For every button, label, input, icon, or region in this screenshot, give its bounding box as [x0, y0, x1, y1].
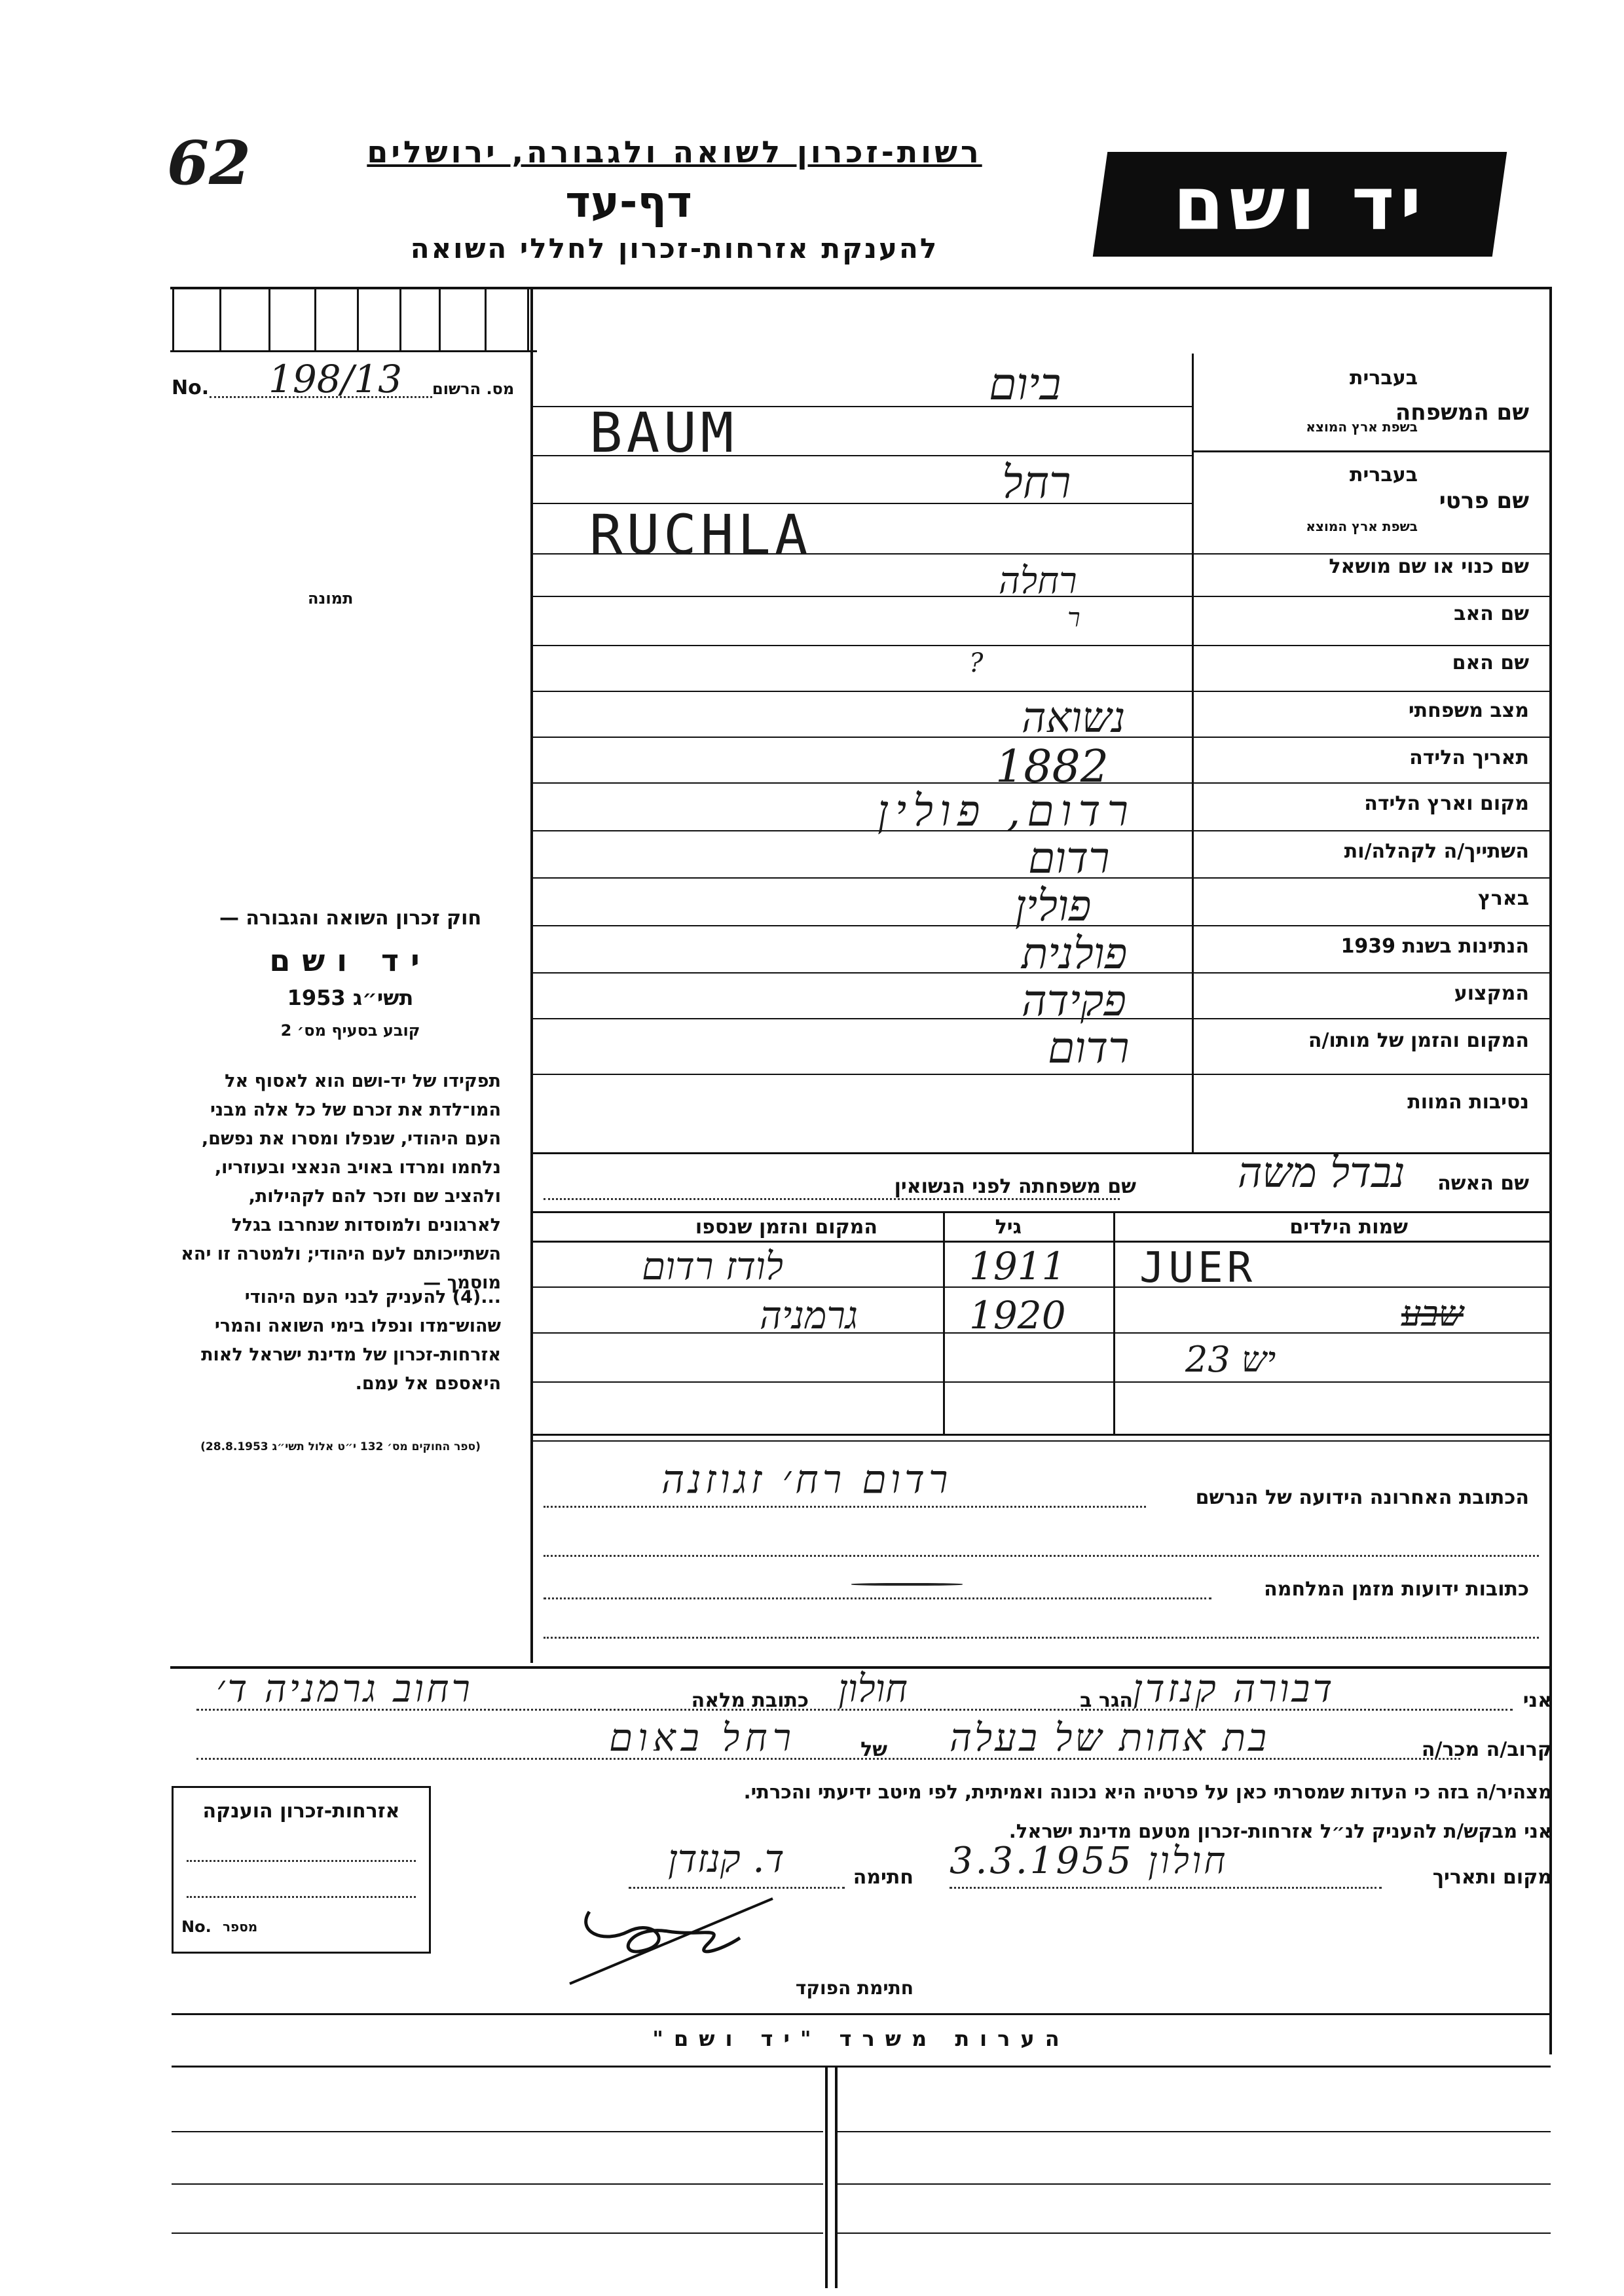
label-mother: שם האם — [1452, 651, 1529, 674]
profession-value: פקידה — [1022, 975, 1126, 1026]
family-name-hebrew: ביום — [989, 359, 1061, 410]
child-1-age: 1911 — [969, 1244, 1066, 1288]
decl-signature: חתימה — [853, 1866, 913, 1889]
children-names-header: שמות הילדים — [1289, 1216, 1408, 1239]
data-col-left — [530, 288, 533, 1663]
decl-full-address: כתובת מלאה — [691, 1689, 809, 1712]
label-in-hebrew-1: בעברית — [1350, 367, 1418, 390]
full-address-value: רחוב גרמניה ד׳ — [216, 1666, 473, 1711]
child-1-place: לודז רדום — [642, 1244, 783, 1288]
label-marital: מצב משפחתי — [1408, 699, 1529, 722]
frame-left — [172, 287, 174, 352]
yad-vashem-logo — [1093, 152, 1507, 257]
label-first-name: שם פרטי — [1439, 488, 1529, 514]
children-age-header: גיל — [995, 1216, 1022, 1239]
photo-label: תמונה — [308, 589, 354, 608]
label-origin-lang-1: בשפת ארץ המוצא — [1306, 419, 1418, 435]
official-sig-label: חתימת הפוקד — [795, 1977, 913, 1999]
label-birthplace: מקום וארץ הלידה — [1364, 792, 1529, 815]
label-birthdate: תאריך הלידה — [1409, 746, 1529, 769]
law-para-1: תפקידו של יד-ושם הוא לאסוף אל המו־לדת את זכרם של כל אלה מבני העם היהודי, שנפלו ומסרו את נפשם, נלחמו ומרדו באויב הנאצי ובעוזריו, ולהציב שם וזכר להם לקהילות, לארגונים ולמוסדות שנחרבו בגלל השתייכותם לעם היהודי; ולמטרה זו יהא מוסמך — — [181, 1071, 501, 1293]
father-value: ר — [1067, 603, 1080, 633]
label-last-address: הכתובת האחרונה הידועה של הנרשם — [1195, 1486, 1529, 1509]
first-name-hebrew: רחל — [1002, 457, 1071, 509]
label-death-circ: נסיבות המוות — [1407, 1091, 1529, 1114]
decl-resides: הגר ב — [1080, 1689, 1133, 1712]
citizenship-value: פולנית — [1022, 928, 1128, 979]
child-2-place: גרמניה — [760, 1293, 858, 1338]
label-profession: המקצוע — [1454, 982, 1529, 1005]
children-place-header: המקום והזמן שנספו — [695, 1216, 877, 1239]
label-family-name: שם המשפחה — [1395, 399, 1529, 426]
logo-text: יד ושם — [1173, 162, 1427, 247]
office-notes-title: הערות משרד "יד ושם" — [652, 2026, 1070, 2051]
children-top — [530, 1211, 1549, 1213]
label-origin-lang-2: בשפת ארץ המוצא — [1306, 519, 1418, 534]
grant-box — [172, 1786, 431, 1954]
law-year: תשי״ג 1953 — [287, 985, 414, 1010]
decl-i: אני — [1522, 1689, 1552, 1712]
law-title: חוק זכרון השואה והגבורה — — [219, 907, 482, 930]
decl-of: של — [860, 1738, 887, 1761]
community-value: רדום — [1028, 833, 1110, 883]
no-label: No. — [172, 376, 210, 399]
grant-no-label: No. — [181, 1918, 212, 1936]
label-community: השתייך/ה לקהלה/ות — [1344, 840, 1529, 863]
label-in-hebrew-2: בעברית — [1350, 464, 1418, 486]
first-name-latin: RUCHLA — [589, 503, 812, 567]
law-citation: (ספר החוקים מס׳ 132 י״ט אלול תשי״ג 28.8.1953) — [200, 1440, 481, 1453]
label-death-place: המקום והזמן של מותו/ה — [1308, 1029, 1529, 1052]
label-spouse: שם האשה — [1437, 1172, 1529, 1195]
label-nickname: שם כנוי או שם מושאל — [1329, 555, 1529, 578]
authority-line: רשות-זכרון לשואה ולגבורה, ירושלים — [367, 134, 982, 170]
request-text: אני מבקש/ת להעניק לנ״ל אזרחות-זכרון מטעם מדינת ישראל. — [1008, 1820, 1552, 1842]
marital-value: נשואה — [1022, 694, 1126, 742]
spouse-value: נבדל משה — [1238, 1149, 1405, 1197]
official-signature — [563, 1886, 779, 1990]
death-place-value: רדום — [1048, 1023, 1130, 1073]
country-value: פולין — [1015, 881, 1092, 931]
registration-number: 198/13 — [268, 357, 403, 401]
law-name: יד ושם — [269, 943, 432, 978]
decl-place-date: מקום ותאריך — [1432, 1866, 1552, 1889]
children-bottom — [530, 1434, 1549, 1436]
grant-number-label: מספר — [223, 1919, 258, 1935]
child-1-name: JUER — [1139, 1244, 1257, 1292]
form-subtitle: להענקת אזרחות-זכרון לחללי השואה — [410, 232, 939, 264]
mother-value: ? — [969, 648, 984, 678]
label-war-addresses: כתובות ידועות מזמן המלחמה — [1264, 1578, 1529, 1601]
top-strip-bottom — [170, 350, 537, 352]
family-name-latin: BAUM — [589, 401, 738, 465]
signature-value: ד. קנזדן — [668, 1836, 784, 1881]
nickname-value: רחלה — [999, 560, 1077, 602]
label-citizenship: הנתינות בשנת 1939 — [1340, 935, 1529, 958]
residence-value: חולון — [838, 1666, 908, 1711]
relation-value: בת אחות של בעלה — [950, 1715, 1270, 1760]
grant-title: אזרחות-זכרון הוענקה — [202, 1800, 400, 1823]
birthdate-value: 1882 — [995, 741, 1109, 793]
birthplace-value: רדום, פולין — [877, 786, 1135, 836]
declare-text: מצהיר/ה בזה כי העדות שמסרתי כאן על פרטיה היא נכונה ואמיתית, לפי מיטב ידיעתי והכרתי. — [743, 1781, 1552, 1803]
decl-relative: קרוב/ה מכר/ה — [1421, 1738, 1552, 1761]
child-2-name: שבע — [1401, 1293, 1464, 1334]
place-date-value: חולון 3.3.1955 — [950, 1840, 1228, 1882]
label-country: בארץ — [1477, 887, 1529, 910]
law-para-2: ...(4) להעניק לבני העם היהודי שהוש־מדו ונפלו בימי השואה והמרי אזרחות-זכרון של מדינת ישראל לאות היאספם אל עמם. — [201, 1287, 501, 1394]
form-title: דף-עד — [565, 177, 692, 227]
child-3-name: יש 23 — [1185, 1339, 1276, 1380]
reg-label: מס. הרשום — [432, 380, 515, 398]
page-number: 62 — [167, 128, 251, 198]
label-spouse-maiden: שם משפחתה לפני הנשואין — [894, 1175, 1136, 1198]
last-address-value: רדום רח׳ זגוזנה — [661, 1457, 952, 1503]
declarant-name: דבורה קנזדן — [1133, 1666, 1335, 1711]
law-clause: קובע בסעיף מס׳ 2 — [280, 1021, 420, 1040]
of-value: רחל באום — [609, 1715, 797, 1760]
frame-top — [170, 287, 1552, 289]
label-father: שם האב — [1454, 602, 1529, 625]
label-col-left — [1192, 354, 1194, 1152]
child-2-age: 1920 — [969, 1293, 1066, 1338]
